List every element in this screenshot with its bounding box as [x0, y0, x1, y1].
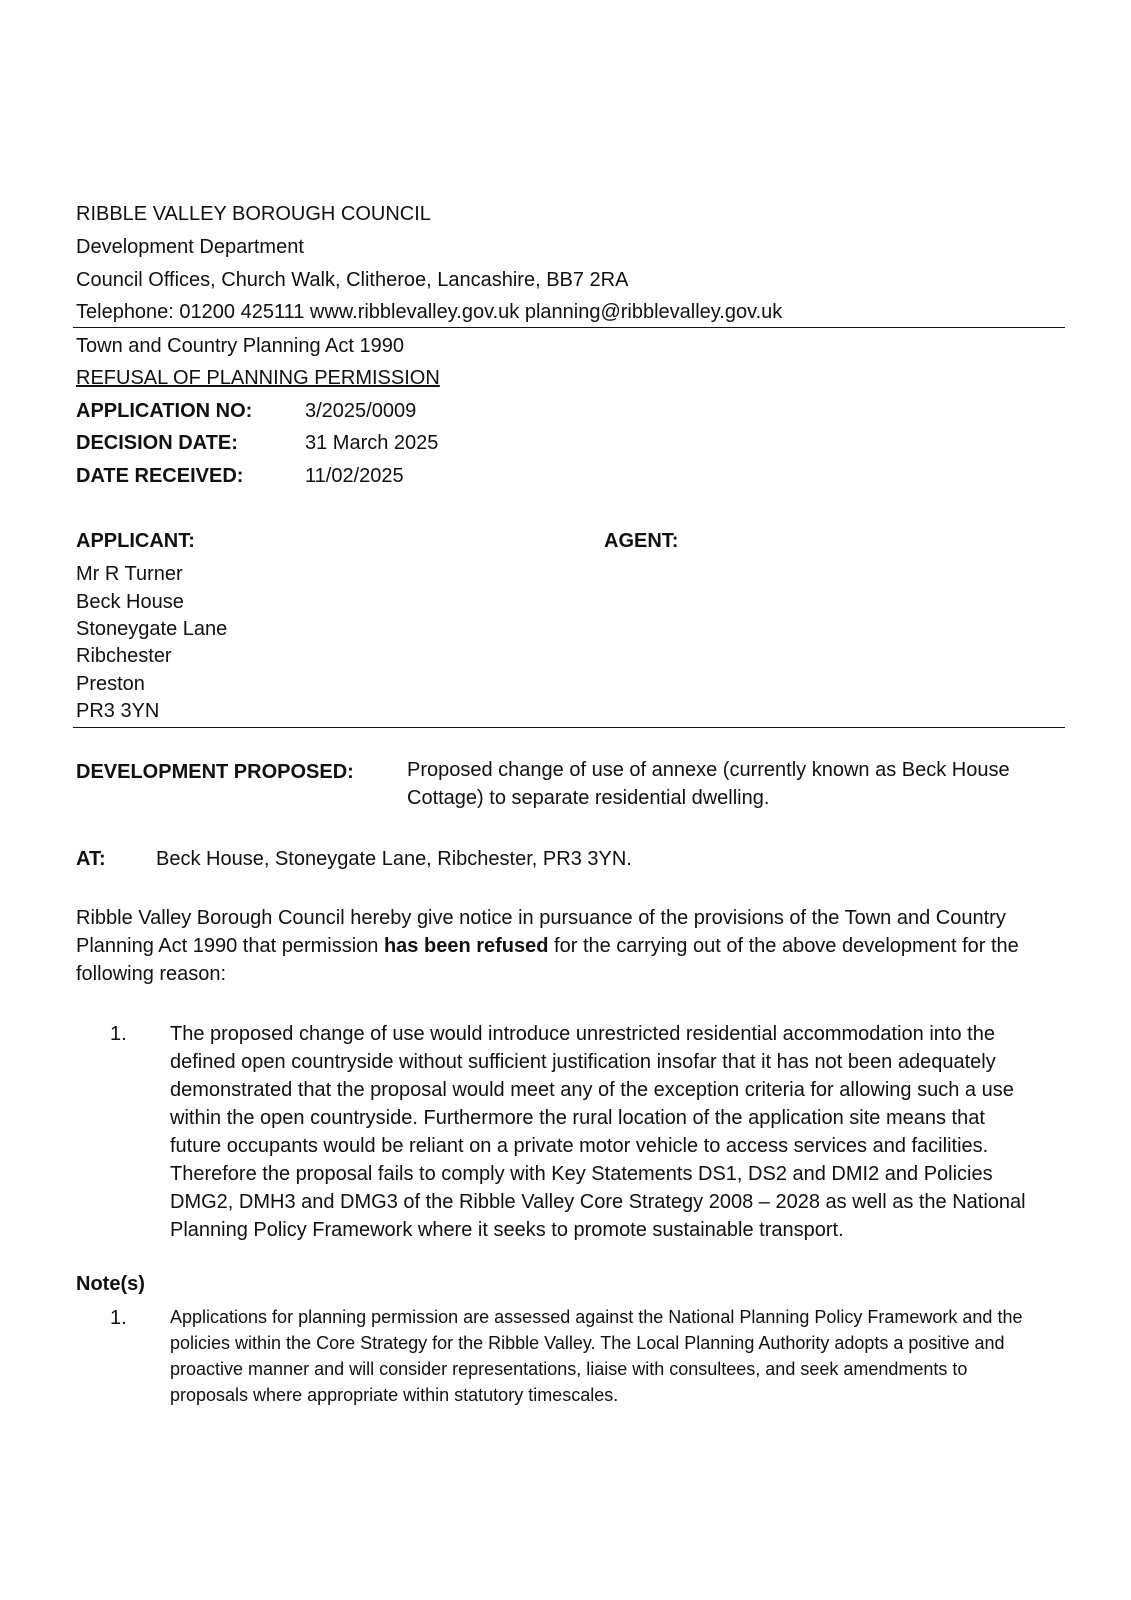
applicant-label: APPLICANT: — [76, 530, 195, 552]
reason-number: 1. — [110, 1023, 127, 1045]
applicant-line: Ribchester — [76, 645, 172, 667]
application-no-label: APPLICATION NO: — [76, 400, 253, 422]
at-label: AT: — [76, 848, 106, 870]
decision-title: REFUSAL OF PLANNING PERMISSION — [76, 367, 440, 389]
date-received-value: 11/02/2025 — [305, 465, 404, 487]
application-no-value: 3/2025/0009 — [305, 400, 417, 422]
note-text: Applications for planning permission are assessed against the National Planning Policy Framework and the policies within the Core Strategy for the Ribble Valley. The Local Planning Authority adopts a positive and proactive manner and will consider representations, liaise with consultees, and seek amendments to proposals where appropriate within statutory timescales. — [170, 1307, 1023, 1405]
applicant-line: Mr R Turner — [76, 563, 183, 585]
notice-text-post: for the carrying out of the above development for the following reason: — [76, 935, 1019, 985]
date-received-label: DATE RECEIVED: — [76, 465, 244, 487]
notes-heading: Note(s) — [76, 1273, 145, 1295]
contact-line: Telephone: 01200 425111 www.ribblevalley.gov.uk planning@ribblevalley.gov.uk — [76, 301, 783, 323]
header-divider — [73, 327, 1065, 328]
council-name: RIBBLE VALLEY BOROUGH COUNCIL — [76, 203, 431, 225]
applicant-line: Beck House — [76, 591, 184, 613]
applicant-line: Stoneygate Lane — [76, 618, 228, 640]
applicant-divider — [73, 727, 1065, 728]
council-address: Council Offices, Church Walk, Clitheroe, Lancashire, BB7 2RA — [76, 269, 629, 291]
applicant-line: PR3 3YN — [76, 700, 160, 722]
note-number: 1. — [110, 1307, 127, 1329]
agent-label: AGENT: — [604, 530, 679, 552]
reason-text: The proposed change of use would introduce unrestricted residential accommodation into the defined open countryside without sufficient justification insofar that it has not been adequately demonstrated that the proposal would meet any of the exception criteria for allowing such a use within the open countryside. Furthermore the rural location of the application site means that future occupants would be reliant on a private motor vehicle to access services and facilities. Therefore the proposal fails to comply with Key Statements DS1, DS2 and DMI2 and Policies DMG2, DMH3 and DMG3 of the Ribble Valley Core Strategy 2008 – 2028 as well as the National Planning Policy Framework where it seeks to promote sustainable transport. — [170, 1023, 1026, 1241]
notice-text-pre: Ribble Valley Borough Council hereby give notice in pursuance of the provisions of the Town and Country Planning Act 1990 that permission — [76, 907, 1006, 957]
at-text: Beck House, Stoneygate Lane, Ribchester, PR3 3YN. — [156, 848, 632, 870]
decision-date-label: DECISION DATE: — [76, 432, 238, 454]
department-name: Development Department — [76, 236, 304, 258]
notice-paragraph — [76, 904, 1041, 988]
development-label: DEVELOPMENT PROPOSED: — [76, 761, 354, 783]
act-title: Town and Country Planning Act 1990 — [76, 335, 404, 357]
development-text: Proposed change of use of annexe (currently known as Beck House Cottage) to separate residential dwelling. — [407, 759, 1010, 809]
applicant-line: Preston — [76, 673, 145, 695]
notice-text-bold: has been refused — [383, 935, 549, 957]
decision-date-value: 31 March 2025 — [305, 432, 439, 454]
